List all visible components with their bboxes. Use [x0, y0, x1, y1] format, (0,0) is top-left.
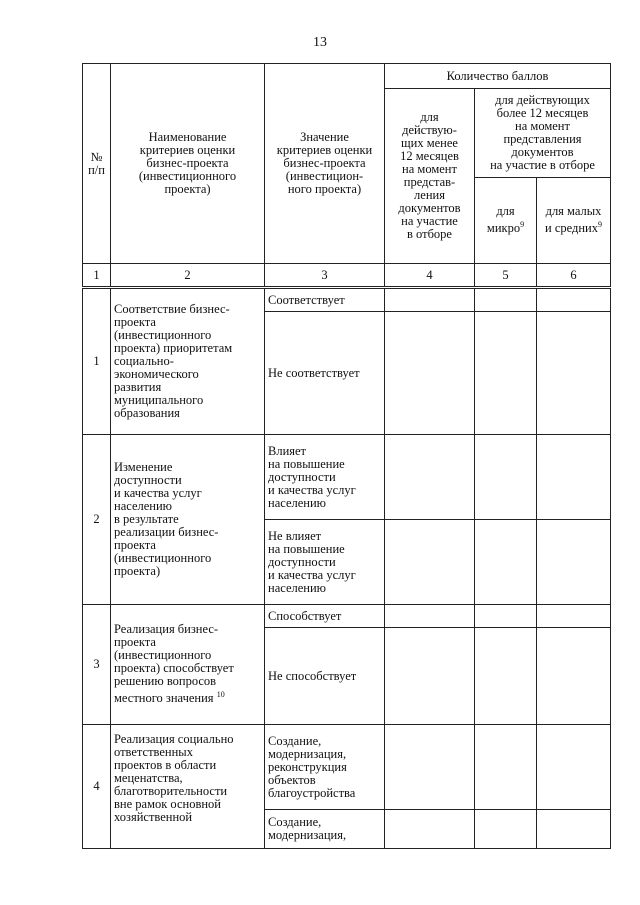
criterion-value: Не способствует — [265, 628, 385, 725]
criterion-name: Соответствие бизнес- проекта (инвестиционного проекта) приоритетам социально- экономического развития муниципального образования — [111, 288, 265, 435]
criterion-value: Способствует — [265, 605, 385, 628]
points-cell — [475, 810, 537, 849]
criterion-value: Создание, модернизация, реконструкция объектов благоустройства — [265, 725, 385, 810]
header-under-12-months: для действую- щих менее 12 месяцев на момент представ- ления документов на участие в отборе — [385, 89, 475, 264]
points-cell — [475, 288, 537, 312]
table-row — [83, 725, 611, 810]
header-value: Значение критериев оценки бизнес-проекта (инвестицион- ного проекта) — [265, 64, 385, 264]
points-cell — [537, 520, 611, 605]
header-over-12-months: для действующих более 12 месяцев на момент представления документов на участие в отборе — [475, 89, 611, 178]
col-number: 2 — [111, 264, 265, 288]
header-micro: для микро$^9$ — [475, 177, 537, 263]
row-number: 1 — [83, 288, 111, 435]
points-cell — [537, 725, 611, 810]
header-points: Количество баллов — [385, 64, 611, 89]
criterion-value: Соответствует — [265, 288, 385, 312]
points-cell — [385, 288, 475, 312]
criterion-value: Влияет на повышение доступности и качества услуг населению — [265, 435, 385, 520]
points-cell — [475, 520, 537, 605]
page-number: 13 — [313, 35, 327, 50]
table-row — [83, 288, 611, 312]
col-number: 3 — [265, 264, 385, 288]
col-number: 1 — [83, 264, 111, 288]
points-cell — [385, 520, 475, 605]
criterion-value: Создание, модернизация, — [265, 810, 385, 849]
row-number: 4 — [83, 725, 111, 849]
criterion-name: Изменение доступности и качества услуг населению в результате реализации бизнес- проекта (инвестиционного проекта) — [111, 435, 265, 605]
points-cell — [475, 725, 537, 810]
points-cell — [385, 435, 475, 520]
points-cell — [385, 725, 475, 810]
criterion-value: Не соответствует — [265, 312, 385, 435]
header-criteria: Наименование критериев оценки бизнес-проекта (инвестиционного проекта) — [111, 64, 265, 264]
table-row — [83, 605, 611, 628]
table-row — [83, 435, 611, 520]
criterion-name: Реализация бизнес- проекта (инвестиционного проекта) способствует решению вопросов местного значения $^{10}$ — [111, 605, 265, 725]
points-cell — [385, 312, 475, 435]
points-cell — [537, 288, 611, 312]
points-cell — [537, 810, 611, 849]
col-number: 6 — [537, 264, 611, 288]
row-number: 2 — [83, 435, 111, 605]
header-small-medium: для малых и средних$^9$ — [537, 177, 611, 263]
points-cell — [537, 605, 611, 628]
col-number: 5 — [475, 264, 537, 288]
points-cell — [385, 628, 475, 725]
row-number: 3 — [83, 605, 111, 725]
col-number: 4 — [385, 264, 475, 288]
points-cell — [385, 605, 475, 628]
criterion-name: Реализация социально ответственных проектов в области меценатства, благотворительности вне рамок основной хозяйственной — [111, 725, 265, 849]
header-no: № п/п — [83, 64, 111, 264]
points-cell — [475, 312, 537, 435]
points-cell — [475, 435, 537, 520]
criterion-value: Не влияет на повышение доступности и качества услуг населению — [265, 520, 385, 605]
points-cell — [537, 628, 611, 725]
points-cell — [475, 605, 537, 628]
points-cell — [475, 628, 537, 725]
criteria-table — [82, 63, 611, 849]
column-numbers-row — [83, 264, 611, 288]
points-cell — [537, 312, 611, 435]
points-cell — [537, 435, 611, 520]
points-cell — [385, 810, 475, 849]
